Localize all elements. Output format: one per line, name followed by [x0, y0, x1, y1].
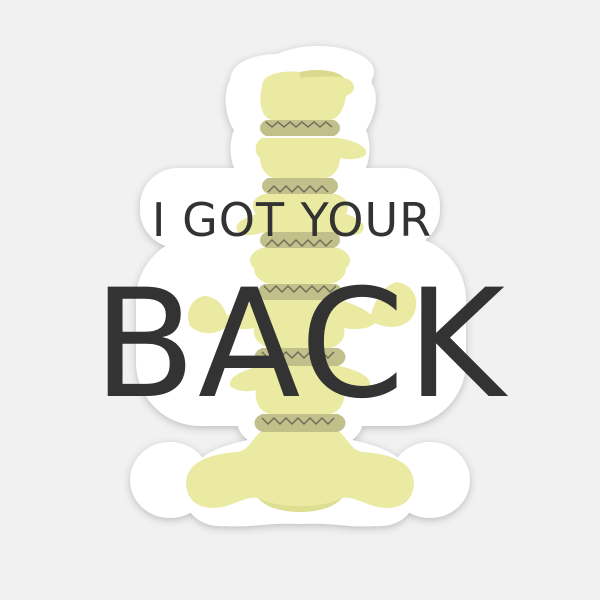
vertebra-1: [260, 70, 354, 120]
sticker-text: [93, 193, 509, 432]
disc-1: [260, 120, 340, 136]
headline-line-1: I GOT YOUR: [151, 193, 433, 247]
vertebra-7: [186, 432, 414, 512]
disc-2: [262, 178, 338, 194]
headline-line-2: BACK: [93, 258, 507, 432]
